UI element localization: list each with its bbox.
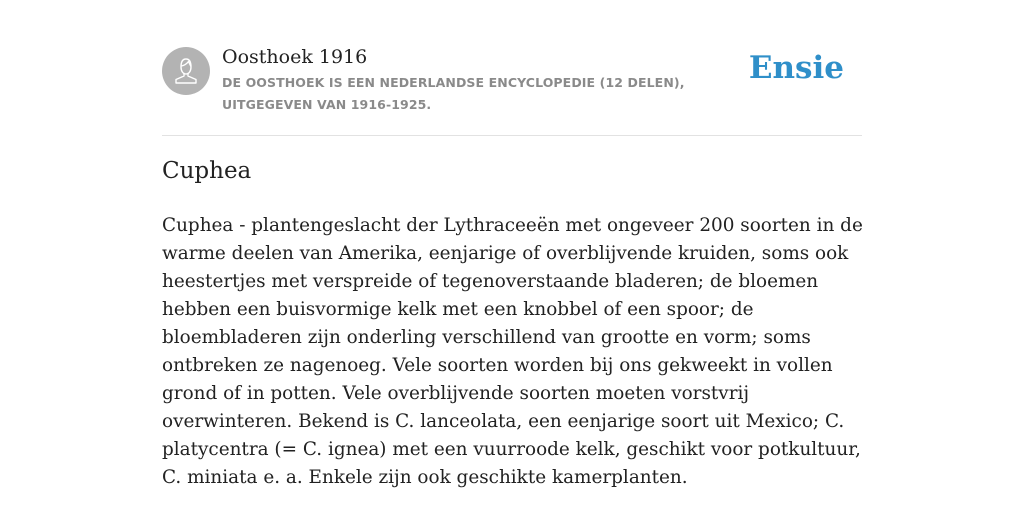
entry-card <box>162 0 862 512</box>
user-icon <box>162 47 210 95</box>
article-body: Cuphea - plantengeslacht der Lythraceeën met ongeveer 200 soorten in de warme deelen van Amerika, eenjarige of overblijvende kruiden, soms ook heestertjes met verspreide of tegenoverstaande bladeren; de bloemen hebben een buisvormige kelk met een knobbel of een spoor; de bloembladeren zijn onderling verschillend van grootte en vorm; soms ontbreken ze nagenoeg. Vele soorten worden bij ons gekweekt in vollen grond of in potten. Vele overblijvende soorten moeten vorstvrij overwinteren. Bekend is C. lanceolata, een eenjarige soort uit Mexico; C. platycentra (= C. ignea) met een vuurroode kelk, geschikt voor potkultuur, C. miniata e. a. Enkele zijn ook geschikte kamerplanten. <box>162 215 863 488</box>
article-title: Cuphea <box>162 158 252 184</box>
brand-logo[interactable]: Ensie <box>748 50 844 86</box>
source-name[interactable]: Oosthoek 1916 <box>222 46 368 68</box>
source-description: DE OOSTHOEK IS EEN NEDERLANDSE ENCYCLOPEDIE (12 DELEN), UITGEGEVEN VAN 1916-1925. <box>222 75 685 112</box>
avatar[interactable] <box>162 47 210 95</box>
header-divider <box>162 135 862 136</box>
